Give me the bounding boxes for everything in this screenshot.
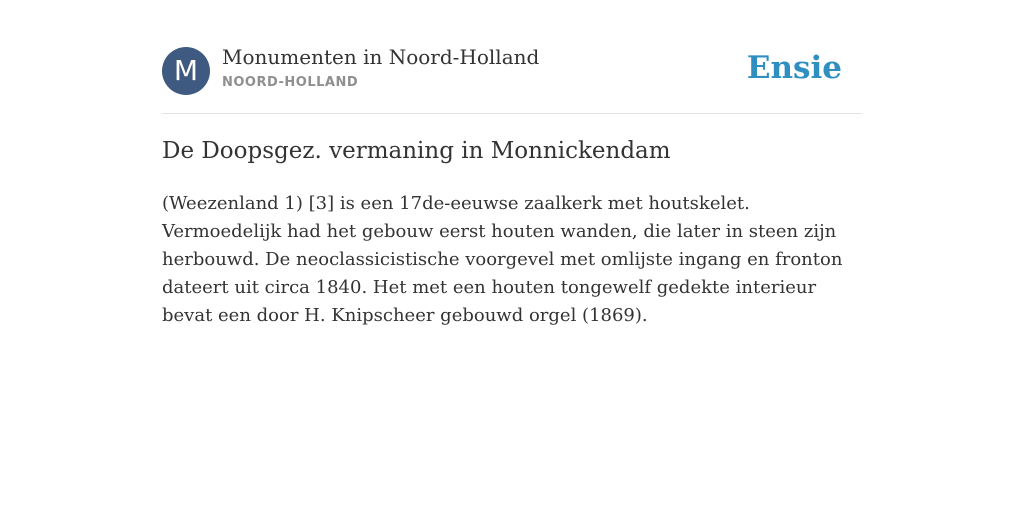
source-avatar[interactable]: M [162, 47, 210, 95]
source-subtitle: NOORD-HOLLAND [222, 75, 359, 90]
source-title[interactable]: Monumenten in Noord-Holland [222, 45, 540, 69]
brand-logo[interactable]: Ensie [746, 50, 842, 86]
article-body: (Weezenland 1) [3] is een 17de-eeuwse zaalkerk met houtskelet. Vermoedelijk had het gebouw eerst houten wanden, die later in steen zijn herbouwd. De neoclassicistische voorgevel met omlijste ingang en fronton dateert uit circa 1840. Het met een houten tongewelf gedekte interieur bevat een door H. Knipscheer gebouwd orgel (1869). [162, 193, 843, 326]
content-container [162, 0, 862, 326]
source-header [162, 0, 862, 114]
article-title: De Doopsgez. vermaning in Monnickendam [162, 138, 671, 164]
